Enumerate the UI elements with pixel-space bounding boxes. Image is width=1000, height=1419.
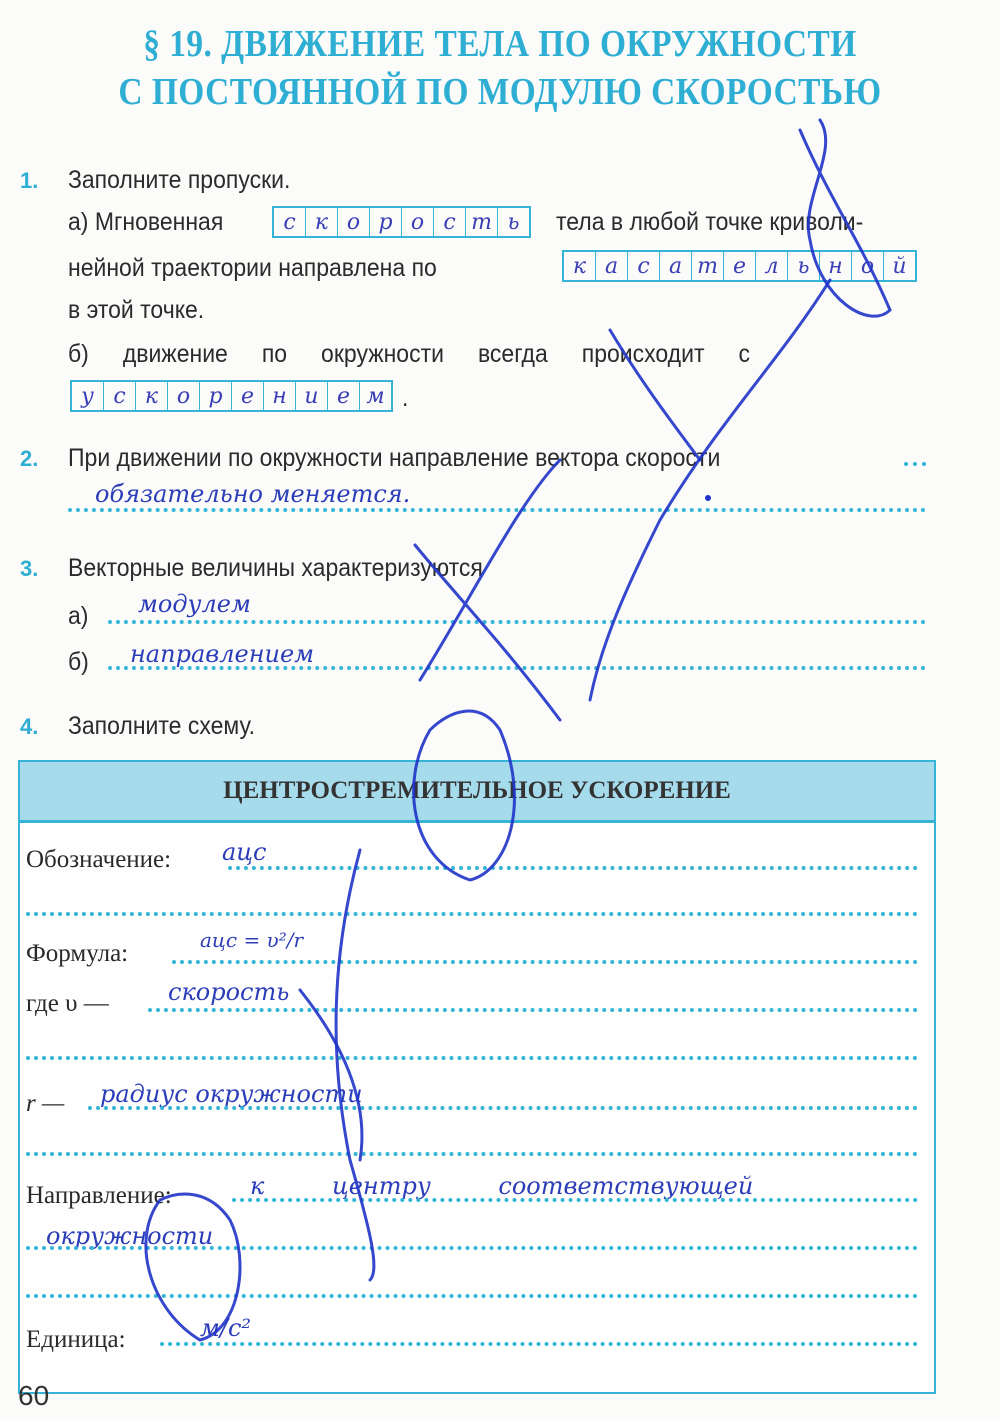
letter-cell[interactable]: е bbox=[328, 382, 360, 410]
letter-cell[interactable]: а bbox=[596, 252, 628, 280]
handwritten-answer[interactable]: направлением bbox=[130, 640, 315, 668]
task-number: 4. bbox=[20, 714, 39, 739]
task-prompt: При движении по окружности направление вектора скорости bbox=[68, 444, 721, 472]
task1b-end: . bbox=[402, 384, 409, 412]
task-number: 3. bbox=[20, 556, 39, 581]
letter-cell[interactable]: т bbox=[692, 252, 724, 280]
task-prompt: Векторные величины характеризуются bbox=[68, 554, 483, 582]
letter-cell[interactable]: л bbox=[756, 252, 788, 280]
letter-cell[interactable]: с bbox=[274, 208, 306, 236]
letter-cell[interactable]: р bbox=[200, 382, 232, 410]
task-prompt: Заполните схему. bbox=[68, 712, 256, 740]
letter-cell[interactable]: и bbox=[296, 382, 328, 410]
task1a-line3: в этой точке. bbox=[68, 296, 205, 324]
formula-label: Формула: bbox=[26, 940, 129, 967]
letter-cell[interactable]: к bbox=[306, 208, 338, 236]
letter-cell[interactable]: е bbox=[232, 382, 264, 410]
handwritten-answer[interactable]: обязательно меняется. bbox=[95, 480, 411, 508]
letter-cell[interactable]: к bbox=[136, 382, 168, 410]
letter-cell[interactable]: а bbox=[660, 252, 692, 280]
velocity-label: где υ — bbox=[26, 990, 109, 1017]
letter-cell[interactable]: н bbox=[264, 382, 296, 410]
letter-cell[interactable]: ь bbox=[507, 209, 520, 235]
letter-cell[interactable]: е bbox=[724, 252, 756, 280]
task-number: 1. bbox=[20, 168, 39, 193]
letter-cell[interactable]: о bbox=[338, 208, 370, 236]
letter-cell[interactable]: й bbox=[892, 253, 907, 279]
handwritten-answer[interactable]: aцс bbox=[222, 838, 267, 866]
task1a-line2: нейной траектории направлена по bbox=[68, 254, 437, 282]
designation-label: Обозначение: bbox=[26, 846, 172, 873]
section-title-line1: § 19. ДВИЖЕНИЕ ТЕЛА ПО ОКРУЖНОСТИ bbox=[143, 23, 857, 65]
letter-cell[interactable]: м bbox=[366, 383, 385, 409]
section-title-line2: С ПОСТОЯННОЙ ПО МОДУЛЮ СКОРОСТЬЮ bbox=[118, 71, 882, 113]
handwritten-answer[interactable]: радиус окружности bbox=[100, 1080, 363, 1108]
letter-cell[interactable]: к bbox=[564, 252, 596, 280]
letter-cell[interactable]: о bbox=[852, 252, 884, 280]
letter-cell[interactable]: с bbox=[104, 382, 136, 410]
letter-cell[interactable]: т bbox=[466, 208, 498, 236]
task1a-prefix: а) Мгновенная bbox=[68, 208, 224, 236]
handwritten-answer[interactable]: скорость bbox=[168, 978, 290, 1006]
letter-cell[interactable]: с bbox=[628, 252, 660, 280]
handwritten-answer[interactable]: м/с² bbox=[200, 1314, 252, 1342]
handwritten-answer[interactable]: aцс = υ²/r bbox=[200, 928, 304, 952]
task1a-middle: тела в любой точке криволи- bbox=[556, 208, 864, 236]
task3a-label: а) bbox=[68, 602, 89, 630]
unit-label: Единица: bbox=[26, 1326, 126, 1353]
handwritten-answer[interactable]: модулем bbox=[138, 590, 251, 618]
letter-cell[interactable]: р bbox=[370, 208, 402, 236]
page-number: 60 bbox=[18, 1380, 50, 1411]
task-number: 2. bbox=[20, 446, 39, 471]
task1b-text: б) движение по окружности всегда происходит с bbox=[68, 340, 750, 368]
letter-cell[interactable]: о bbox=[402, 208, 434, 236]
handwritten-answer[interactable]: к центру соответствующей bbox=[250, 1172, 754, 1200]
radius-label: r — bbox=[26, 1090, 65, 1117]
letter-cell[interactable]: у bbox=[72, 382, 104, 410]
letter-cell[interactable]: ь bbox=[788, 252, 820, 280]
task3b-label: б) bbox=[68, 648, 89, 676]
letter-cell[interactable]: с bbox=[434, 208, 466, 236]
letter-cell[interactable]: н bbox=[820, 252, 852, 280]
direction-label: Направление: bbox=[26, 1182, 172, 1209]
handwritten-answer[interactable]: окружности bbox=[46, 1222, 214, 1250]
task-prompt: Заполните пропуски. bbox=[68, 166, 291, 194]
letter-cell[interactable]: о bbox=[168, 382, 200, 410]
scheme-heading: ЦЕНТРОСТРЕМИТЕЛЬНОЕ УСКОРЕНИЕ bbox=[20, 762, 934, 823]
